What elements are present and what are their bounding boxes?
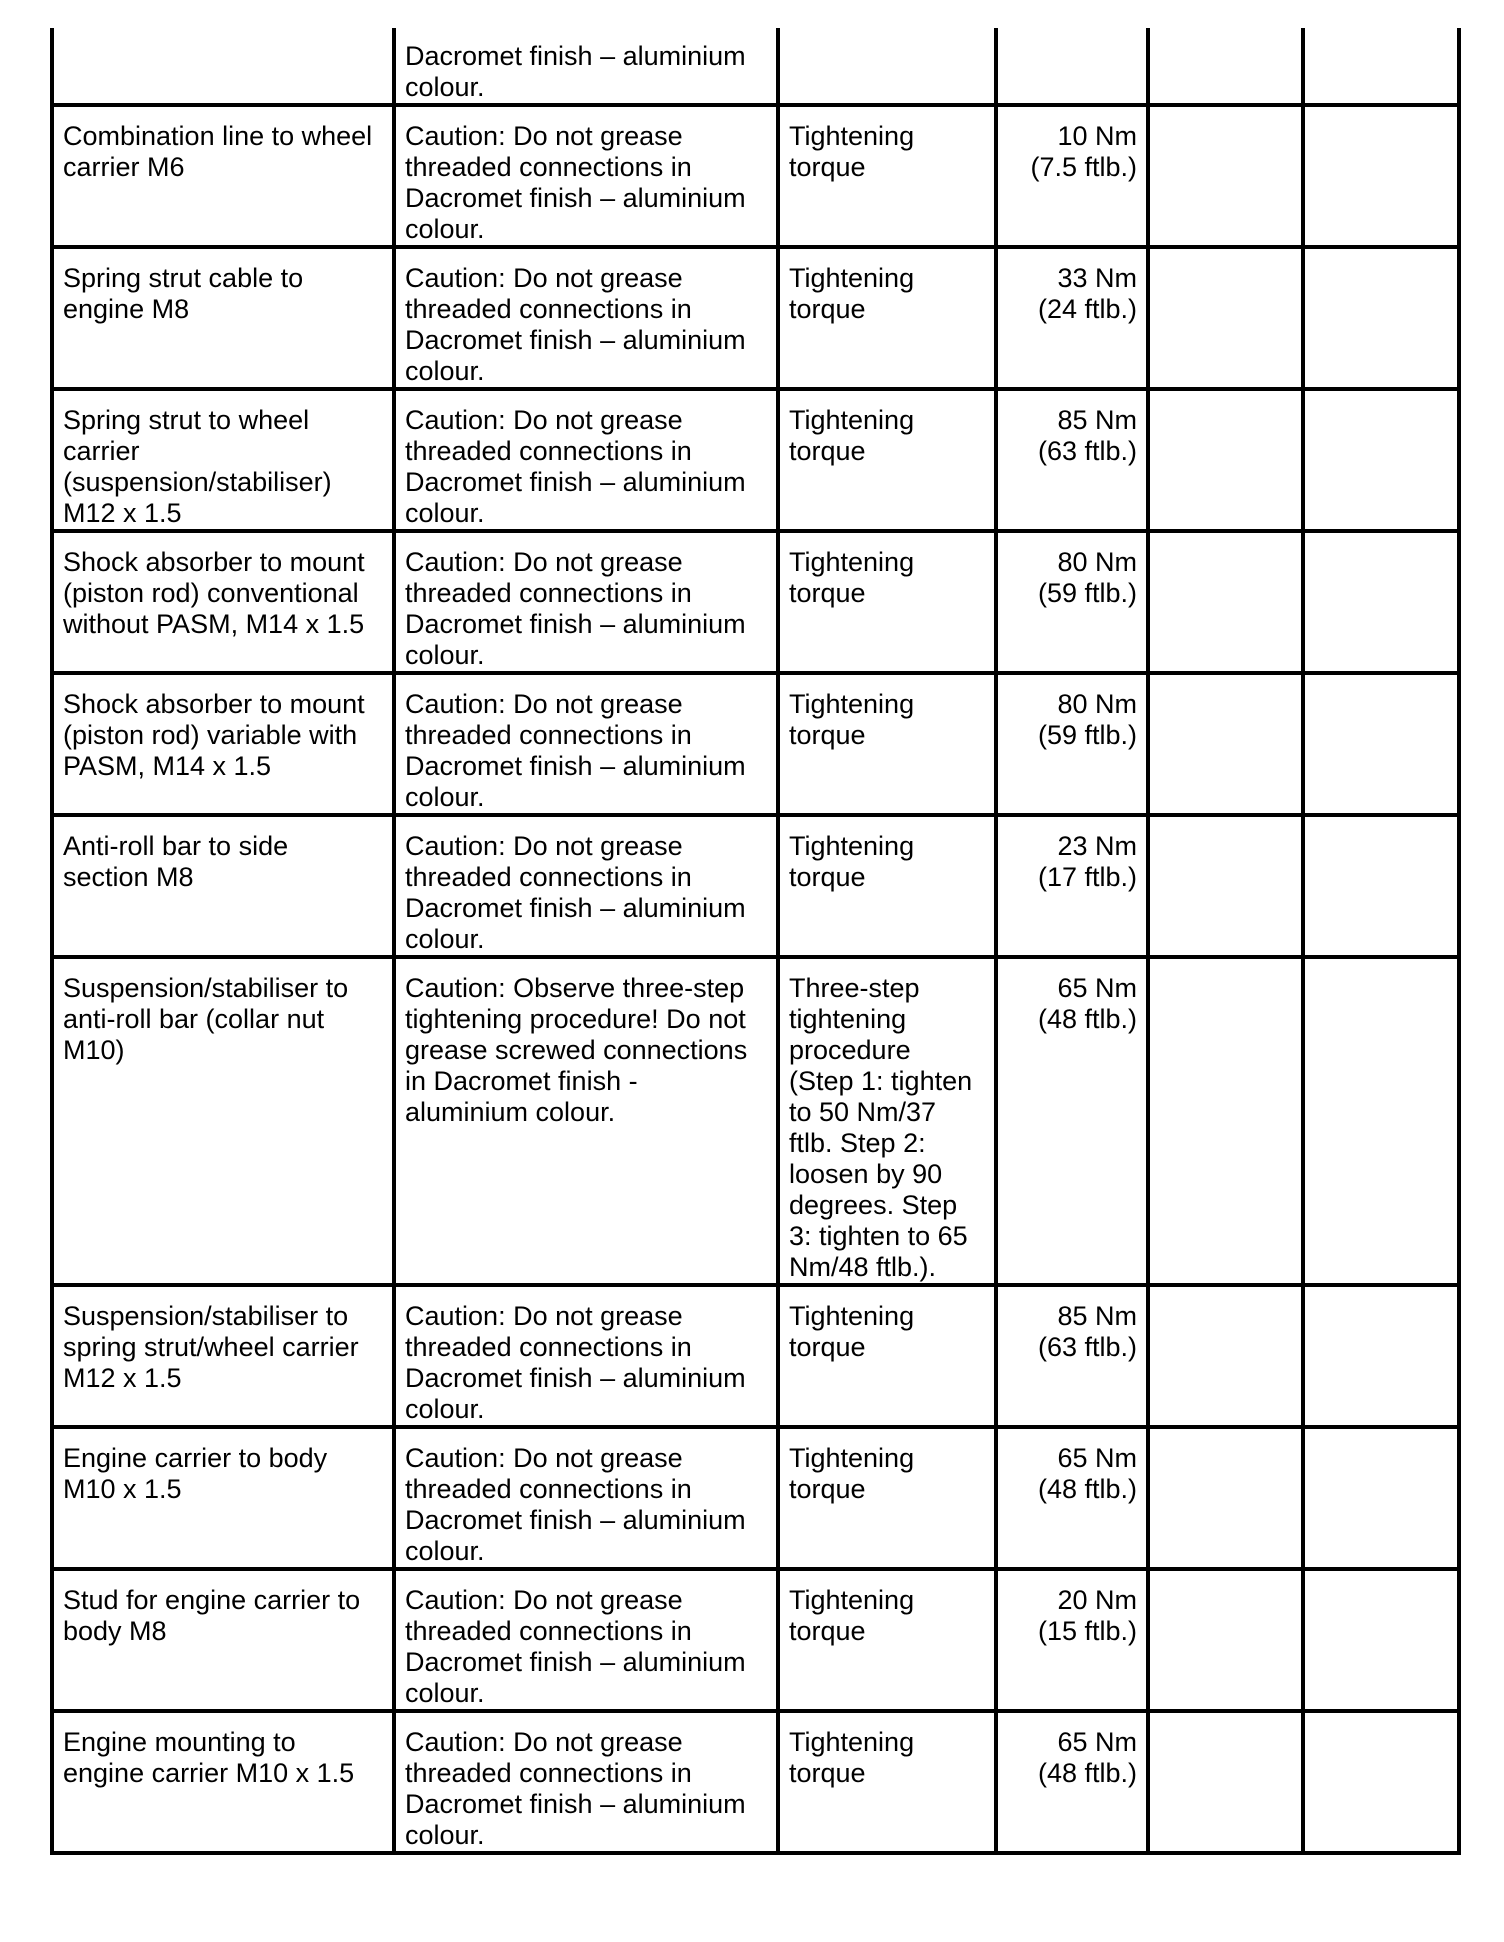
torque-type-cell-line: Tightening (789, 1443, 915, 1473)
empty-cell (1303, 28, 1459, 105)
caution-note-cell (394, 815, 778, 957)
torque-type-cell-line: Tightening (789, 831, 915, 861)
torque-value-cell (996, 247, 1148, 389)
torque-type-cell-line: torque (789, 1474, 866, 1504)
caution-note-cell (394, 389, 778, 531)
caution-note-cell-line: Caution: Do not grease (405, 263, 683, 293)
caution-note-cell (394, 247, 778, 389)
torque-type-cell (778, 1711, 996, 1853)
table-row (52, 247, 1459, 389)
torque-value-cell (996, 1711, 1148, 1853)
torque-type-cell (778, 531, 996, 673)
torque-type-cell-line: torque (789, 1332, 866, 1362)
component-cell-line: Spring strut to wheel (63, 405, 310, 435)
caution-note-cell (394, 1427, 778, 1569)
torque-type-cell-line: torque (789, 294, 866, 324)
component-cell-line: Engine carrier to body (63, 1443, 328, 1473)
torque-type-cell-line: Tightening (789, 1585, 915, 1615)
empty-cell (1303, 1711, 1459, 1853)
caution-note-cell (394, 105, 778, 247)
component-cell (52, 1285, 394, 1427)
torque-value-cell-line: (17 ftlb.) (1037, 862, 1137, 892)
torque-type-cell-line: Tightening (789, 547, 915, 577)
torque-value-cell (996, 1427, 1148, 1569)
component-cell-line: spring strut/wheel carrier (63, 1332, 359, 1362)
component-cell-line: M12 x 1.5 (63, 498, 182, 528)
caution-note-cell (394, 1569, 778, 1711)
caution-note-cell-line: in Dacromet finish - (405, 1066, 638, 1096)
component-cell-line: M10) (63, 1035, 125, 1065)
empty-cell (1303, 673, 1459, 815)
torque-value-cell-line: 65 Nm (1057, 973, 1137, 1003)
table-row (52, 673, 1459, 815)
empty-cell (1148, 673, 1303, 815)
table-row (52, 1711, 1459, 1853)
empty-cell (1303, 1427, 1459, 1569)
component-cell (52, 389, 394, 531)
empty-cell (1303, 247, 1459, 389)
torque-type-cell-line: torque (789, 436, 866, 466)
table-row (52, 105, 1459, 247)
component-cell-line: anti-roll bar (collar nut (63, 1004, 325, 1034)
caution-note-cell-line: colour. (405, 782, 485, 812)
caution-note-cell-line: aluminium colour. (405, 1097, 616, 1127)
caution-note-cell-line: colour. (405, 924, 485, 954)
component-cell-line: body M8 (63, 1616, 167, 1646)
component-cell-line: Shock absorber to mount (63, 547, 365, 577)
torque-value-cell (996, 673, 1148, 815)
caution-note-cell-line: threaded connections in (405, 294, 692, 324)
torque-type-cell-line: procedure (789, 1035, 911, 1065)
table-body (52, 28, 1459, 1853)
torque-value-cell-line: (7.5 ftlb.) (1030, 152, 1137, 182)
torque-type-cell-line: Three-step (789, 973, 920, 1003)
torque-type-cell-line: Tightening (789, 263, 915, 293)
component-cell-line: M12 x 1.5 (63, 1363, 182, 1393)
component-cell-line: Stud for engine carrier to (63, 1585, 361, 1615)
caution-note-cell-line: Dacromet finish – aluminium (405, 751, 746, 781)
empty-cell (1148, 1569, 1303, 1711)
caution-note-cell-line: Dacromet finish – aluminium (405, 1363, 746, 1393)
torque-type-cell (778, 1427, 996, 1569)
empty-cell (1148, 105, 1303, 247)
torque-type-cell-line: Tightening (789, 405, 915, 435)
empty-cell (1303, 389, 1459, 531)
caution-note-cell-line: Caution: Observe three-step (405, 973, 745, 1003)
torque-value-cell-line: (48 ftlb.) (1037, 1758, 1137, 1788)
torque-type-cell (778, 105, 996, 247)
torque-type-cell-line: Tightening (789, 1301, 915, 1331)
torque-value-cell (996, 1285, 1148, 1427)
empty-cell (1148, 247, 1303, 389)
caution-note-cell-line: threaded connections in (405, 578, 692, 608)
torque-value-cell (996, 815, 1148, 957)
torque-type-cell-line: torque (789, 720, 866, 750)
component-cell (52, 531, 394, 673)
torque-type-cell (778, 389, 996, 531)
empty-cell (1303, 1569, 1459, 1711)
torque-value-cell (996, 389, 1148, 531)
caution-note-cell-line: grease screwed connections (405, 1035, 748, 1065)
torque-value-cell-line: 10 Nm (1057, 121, 1137, 151)
caution-note-cell-line: Dacromet finish – aluminium (405, 183, 746, 213)
component-cell (52, 247, 394, 389)
caution-note-cell-line: threaded connections in (405, 1758, 692, 1788)
caution-note-cell-line: Caution: Do not grease (405, 405, 683, 435)
torque-type-cell (778, 673, 996, 815)
caution-note-cell-line: Dacromet finish – aluminium (405, 609, 746, 639)
torque-value-cell-line: 65 Nm (1057, 1727, 1137, 1757)
caution-note-cell-line: Caution: Do not grease (405, 689, 683, 719)
component-cell-line: Shock absorber to mount (63, 689, 365, 719)
torque-type-cell-line: torque (789, 1616, 866, 1646)
torque-type-cell-line: (Step 1: tighten (789, 1066, 973, 1096)
torque-value-cell-line: 65 Nm (1057, 1443, 1137, 1473)
caution-note-cell-line: Dacromet finish – aluminium (405, 1647, 746, 1677)
empty-cell (1303, 531, 1459, 673)
empty-cell (1148, 28, 1303, 105)
torque-type-cell (778, 815, 996, 957)
torque-type-cell-line: to 50 Nm/37 (789, 1097, 937, 1127)
torque-value-cell-line: (59 ftlb.) (1037, 720, 1137, 750)
table-row (52, 1427, 1459, 1569)
caution-note-cell (394, 957, 778, 1285)
component-cell-line: engine M8 (63, 294, 190, 324)
component-cell-line: carrier M6 (63, 152, 185, 182)
torque-value-cell-line: (48 ftlb.) (1037, 1004, 1137, 1034)
torque-type-cell-line: loosen by 90 (789, 1159, 943, 1189)
caution-note-cell (394, 1285, 778, 1427)
caution-note-cell-line: threaded connections in (405, 436, 692, 466)
torque-spec-table (50, 28, 1461, 1855)
torque-type-cell (778, 1569, 996, 1711)
caution-note-cell-line: threaded connections in (405, 1474, 692, 1504)
caution-note-cell-line: tightening procedure! Do not (405, 1004, 746, 1034)
caution-note-cell-line: threaded connections in (405, 862, 692, 892)
torque-value-cell (996, 957, 1148, 1285)
torque-value-cell-line: (63 ftlb.) (1037, 1332, 1137, 1362)
caution-note-cell-line: Dacromet finish – aluminium (405, 467, 746, 497)
component-cell-line: engine carrier M10 x 1.5 (63, 1758, 355, 1788)
torque-type-cell-line: Tightening (789, 689, 915, 719)
component-cell-line: section M8 (63, 862, 194, 892)
component-cell (52, 815, 394, 957)
caution-note-cell-line: threaded connections in (405, 1616, 692, 1646)
torque-value-cell-line: 33 Nm (1057, 263, 1137, 293)
table-row (52, 389, 1459, 531)
caution-note-cell-line: colour. (405, 72, 485, 102)
empty-cell (1148, 1711, 1303, 1853)
caution-note-cell-line: Caution: Do not grease (405, 547, 683, 577)
component-cell-line: Anti-roll bar to side (63, 831, 289, 861)
empty-cell (1303, 105, 1459, 247)
torque-value-cell (996, 105, 1148, 247)
table-row (52, 531, 1459, 673)
caution-note-cell (394, 531, 778, 673)
component-cell (52, 28, 394, 105)
torque-type-cell-line: torque (789, 152, 866, 182)
caution-note-cell-line: colour. (405, 214, 485, 244)
torque-value-cell-line: 23 Nm (1057, 831, 1137, 861)
component-cell-line: Spring strut cable to (63, 263, 304, 293)
component-cell-line: without PASM, M14 x 1.5 (63, 609, 365, 639)
empty-cell (1148, 1427, 1303, 1569)
component-cell (52, 1711, 394, 1853)
torque-value-cell (996, 1569, 1148, 1711)
empty-cell (1303, 957, 1459, 1285)
caution-note-cell-line: Dacromet finish – aluminium (405, 41, 746, 71)
torque-value-cell-line: 85 Nm (1057, 405, 1137, 435)
empty-cell (1148, 1285, 1303, 1427)
empty-cell (1303, 815, 1459, 957)
caution-note-cell-line: colour. (405, 1394, 485, 1424)
torque-value-cell-line: (24 ftlb.) (1037, 294, 1137, 324)
torque-type-cell-line: torque (789, 578, 866, 608)
component-cell-line: M10 x 1.5 (63, 1474, 182, 1504)
component-cell (52, 1427, 394, 1569)
torque-value-cell-line: (59 ftlb.) (1037, 578, 1137, 608)
caution-note-cell-line: threaded connections in (405, 152, 692, 182)
caution-note-cell (394, 1711, 778, 1853)
caution-note-cell (394, 28, 778, 105)
torque-type-cell-line: torque (789, 862, 866, 892)
torque-type-cell-line: ftlb. Step 2: (789, 1128, 926, 1158)
component-cell (52, 105, 394, 247)
torque-value-cell-line: (63 ftlb.) (1037, 436, 1137, 466)
empty-cell (1303, 1285, 1459, 1427)
caution-note-cell-line: Caution: Do not grease (405, 1585, 683, 1615)
component-cell-line: PASM, M14 x 1.5 (63, 751, 272, 781)
caution-note-cell-line: Caution: Do not grease (405, 121, 683, 151)
table-row (52, 1285, 1459, 1427)
table-row (52, 957, 1459, 1285)
component-cell (52, 1569, 394, 1711)
caution-note-cell-line: colour. (405, 1536, 485, 1566)
component-cell-line: Engine mounting to (63, 1727, 296, 1757)
caution-note-cell-line: colour. (405, 640, 485, 670)
torque-value-cell-line: (48 ftlb.) (1037, 1474, 1137, 1504)
empty-cell (1148, 957, 1303, 1285)
torque-type-cell-line: torque (789, 1758, 866, 1788)
caution-note-cell-line: Dacromet finish – aluminium (405, 893, 746, 923)
component-cell-line: carrier (63, 436, 140, 466)
component-cell-line: (piston rod) conventional (63, 578, 359, 608)
torque-value-cell-line: 80 Nm (1057, 689, 1137, 719)
caution-note-cell-line: Dacromet finish – aluminium (405, 1505, 746, 1535)
caution-note-cell (394, 673, 778, 815)
torque-value-cell-line: (15 ftlb.) (1037, 1616, 1137, 1646)
torque-type-cell (778, 957, 996, 1285)
empty-cell (1148, 815, 1303, 957)
caution-note-cell-line: Caution: Do not grease (405, 1443, 683, 1473)
table-row (52, 28, 1459, 105)
caution-note-cell-line: Caution: Do not grease (405, 1727, 683, 1757)
torque-value-cell-line: 85 Nm (1057, 1301, 1137, 1331)
caution-note-cell-line: colour. (405, 1820, 485, 1850)
caution-note-cell-line: Caution: Do not grease (405, 831, 683, 861)
torque-value-cell (996, 531, 1148, 673)
caution-note-cell-line: Caution: Do not grease (405, 1301, 683, 1331)
component-cell-line: (piston rod) variable with (63, 720, 358, 750)
caution-note-cell-line: threaded connections in (405, 720, 692, 750)
torque-type-cell (778, 28, 996, 105)
torque-type-cell-line: Tightening (789, 121, 915, 151)
torque-type-cell-line: degrees. Step (789, 1190, 958, 1220)
torque-type-cell-line: Tightening (789, 1727, 915, 1757)
component-cell (52, 673, 394, 815)
caution-note-cell-line: threaded connections in (405, 1332, 692, 1362)
torque-type-cell-line: tightening (789, 1004, 907, 1034)
component-cell-line: Suspension/stabiliser to (63, 1301, 349, 1331)
torque-type-cell (778, 247, 996, 389)
component-cell (52, 957, 394, 1285)
torque-type-cell-line: Nm/48 ftlb.). (789, 1252, 937, 1282)
empty-cell (1148, 389, 1303, 531)
component-cell-line: (suspension/stabiliser) (63, 467, 332, 497)
component-cell-line: Suspension/stabiliser to (63, 973, 349, 1003)
empty-cell (1148, 531, 1303, 673)
caution-note-cell-line: colour. (405, 1678, 485, 1708)
torque-type-cell-line: 3: tighten to 65 (789, 1221, 968, 1251)
component-cell-line: Combination line to wheel (63, 121, 373, 151)
table-row (52, 815, 1459, 957)
table-row (52, 1569, 1459, 1711)
torque-value-cell-line: 20 Nm (1057, 1585, 1137, 1615)
caution-note-cell-line: Dacromet finish – aluminium (405, 1789, 746, 1819)
caution-note-cell-line: Dacromet finish – aluminium (405, 325, 746, 355)
caution-note-cell-line: colour. (405, 498, 485, 528)
torque-value-cell (996, 28, 1148, 105)
torque-value-cell-line: 80 Nm (1057, 547, 1137, 577)
caution-note-cell-line: colour. (405, 356, 485, 386)
torque-type-cell (778, 1285, 996, 1427)
